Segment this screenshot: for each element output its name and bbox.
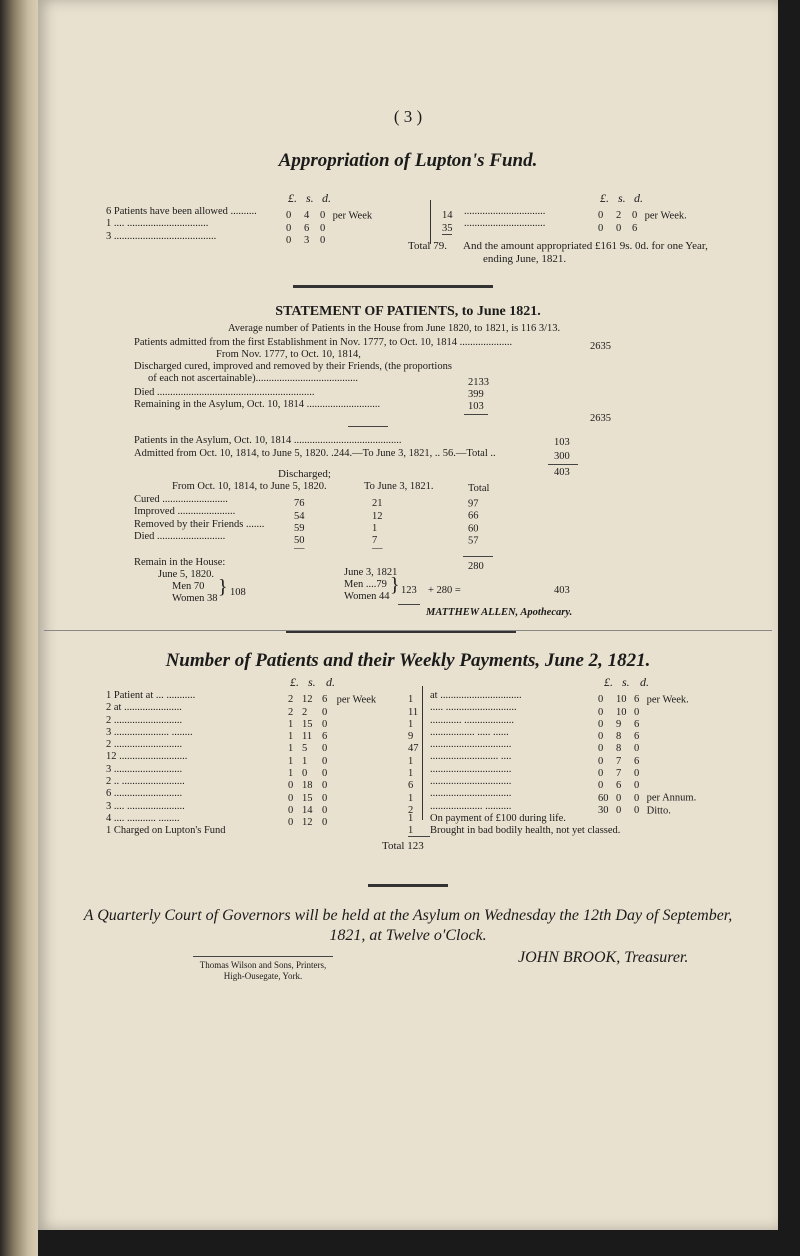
statement-died-val: 399 (468, 389, 484, 400)
payment-row: 1 Brought in bad bodily health, not yet classed. (408, 825, 621, 837)
pay-r-header-s: s. (622, 675, 630, 689)
fund-r-header-s: s. (618, 191, 626, 205)
total-rule (463, 556, 493, 557)
payment-row: 6 ............................... 0 6 0 (408, 776, 640, 792)
fund-r-header-l: £. (600, 191, 609, 205)
payment-row: 1 ............................... 60 0 0 per Annum. (408, 788, 697, 804)
fund-row: 6 Patients have been allowed .......... 0 4 0 per Week (106, 206, 373, 222)
fund-left-table (106, 206, 406, 246)
payments-title: Number of Patients and their Weekly Payments, June 2, 1821. (165, 650, 651, 671)
statement-each-val: 2133 (468, 377, 489, 388)
statement-from: From Nov. 1777, to Oct. 10, 1814, (216, 349, 361, 360)
printer: Thomas Wilson and Sons, Printers, (199, 960, 327, 970)
pay-header-d: d. (326, 675, 335, 689)
in-asylum: Patients in the Asylum, Oct. 10, 1814 ......................................... (134, 435, 402, 446)
period-2: To June 3, 1821. (364, 481, 434, 492)
page-number: ( 3 ) (393, 107, 423, 126)
payment-row: 2 .. ........................ 0 18 0 (106, 776, 328, 792)
printer-2: High-Ousegate, York. (223, 971, 303, 981)
fund-row: 3 ....................................... 0 3 0 (106, 230, 326, 246)
payments-left-table (106, 690, 416, 838)
brace-icon: } (218, 576, 228, 598)
statement-died: Died ............................................................ (134, 387, 315, 398)
remain-1-women: Women 38 (172, 593, 218, 604)
treasurer: JOHN BROOK, Treasurer. (518, 949, 689, 966)
fund-divider (430, 200, 431, 244)
statement-discharged: Discharged cured, improved and removed by their Friends, (the proportions (134, 361, 452, 372)
statement-sum: 2635 (590, 413, 611, 424)
payment-row: 12 .......................... 1 1 0 (106, 751, 328, 767)
remain-2-date: June 3, 1821 (344, 567, 398, 578)
fund-amount-2: ending June, 1821. (483, 253, 567, 265)
court-notice: A Quarterly Court of Governors will be held at the Asylum on Wednesday the 12th Day of September, (83, 907, 733, 924)
statement-remaining-val: 103 (468, 401, 484, 412)
payments-right-table (408, 690, 758, 838)
sum2-rule (548, 464, 578, 465)
section-rule (293, 285, 493, 288)
payment-row: 11 ..... ........................... 0 10 0 (408, 702, 640, 718)
statement-admitted: Patients admitted from the first Establishment in Nov. 1777, to Oct. 10, 1814 .................... (134, 337, 513, 348)
discharged-title: Discharged; (278, 468, 331, 480)
payment-row: 2 at ...................... 2 2 0 (106, 702, 328, 718)
fund-title: Appropriation of Lupton's Fund. (278, 150, 538, 171)
payment-row: 2 .......................... 1 5 0 (106, 739, 328, 755)
remain-2-total: 123 (401, 585, 417, 596)
fund-right-table (442, 206, 742, 234)
remain-1-total: 108 (230, 587, 246, 598)
payment-row: 1 Patient at ... ........... 2 12 6 per Week (106, 690, 377, 706)
statement-remaining: Remaining in the Asylum, Oct. 10, 1814 ............................ (134, 399, 381, 410)
remain-rule (398, 604, 420, 605)
pay-total-rule (408, 836, 430, 837)
statement-title: STATEMENT OF PATIENTS, to June 1821. (275, 304, 541, 319)
payment-row: 1 at ............................... 0 10 6 per Week. (408, 690, 689, 706)
payment-row: 3 .... ...................... 0 14 0 (106, 800, 328, 816)
statement-admitted-total: 2635 (590, 341, 611, 352)
remain-1-date: June 5, 1820. (158, 569, 214, 580)
discharged-row: Removed by their Friends ....... 59 1 60 (134, 518, 479, 534)
fund-total: Total 79. (408, 240, 447, 252)
section-rule (368, 884, 448, 887)
fund-row: 14 ............................... 0 2 0 per Week. (442, 206, 687, 222)
grand-total: 403 (554, 585, 570, 596)
fund-r-header-d: d. (634, 191, 643, 205)
discharged-row: Died .......................... 50 7 57 (134, 530, 479, 547)
fund-row: 35 ............................... 0 0 6 (442, 218, 638, 234)
statement-average: Average number of Patients in the House from June 1820, to 1821, is 116 3/13. (228, 323, 561, 334)
payment-row: 1 Charged on Lupton's Fund (106, 825, 226, 837)
discharged-dash-row: — — (294, 543, 383, 555)
brace-icon: } (390, 574, 400, 596)
sum-rule (464, 414, 488, 415)
payment-row: 2 .................... .......... 30 0 0 Ditto. (408, 800, 671, 816)
remain-title: Remain in the House: (134, 557, 226, 568)
sum2-val: 403 (554, 467, 570, 478)
pay-header-s: s. (308, 675, 316, 689)
payment-row: 2 .......................... 1 15 0 (106, 714, 328, 730)
statement-each: of each not ascertainable)....................................... (148, 373, 358, 384)
admitted-2: Admitted from Oct. 10, 1814, to June 5, 1820. .244.—To June 3, 1821, .. 56.—Total .. (134, 448, 496, 459)
payment-row: 1 ............ ................... 0 9 6 (408, 714, 640, 730)
remain-1-men: Men 70 (172, 581, 205, 592)
pay-header-l: £. (290, 675, 299, 689)
in-asylum-val: 103 (554, 437, 570, 448)
payment-row: 9 ................. ..... ...... 0 8 6 (408, 726, 640, 743)
fund-amount: And the amount appropriated £161 9s. 0d. for one Year, (463, 240, 708, 252)
fund-row: 1 .... ............................... 0 6 0 (106, 218, 326, 234)
payment-row: 3 .......................... 1 0 0 (106, 763, 328, 780)
pay-r-header-l: £. (604, 675, 613, 689)
payment-row: 6 .......................... 0 15 0 (106, 788, 328, 804)
remain-2-women: Women 44 (344, 591, 390, 602)
payment-row: 1 ............................... 0 7 0 (408, 763, 640, 780)
fund-total-rule (442, 234, 452, 235)
payment-row: 4 .... ........... ........ 0 12 0 (106, 812, 328, 829)
printer-rule (193, 956, 333, 957)
plus-280: + 280 = (428, 585, 461, 596)
payment-row: 47 ............................... 0 8 0 (408, 739, 640, 755)
book-binding (0, 0, 38, 1256)
payment-row: 3 ..................... ........ 1 11 6 (106, 726, 328, 743)
discharged-row: Improved ...................... 54 12 66 (134, 506, 479, 522)
payments-total: Total 123 (382, 840, 424, 852)
pay-r-header-d: d. (640, 675, 649, 689)
payment-row: 1 On payment of £100 during life. (408, 812, 566, 824)
total-head: Total (468, 483, 490, 494)
fund-header-d: d. (322, 191, 331, 205)
apothecary-signature: MATTHEW ALLEN, Apothecary. (426, 607, 573, 618)
discharged-row: Cured ......................... 76 21 97 (134, 494, 479, 510)
period-1: From Oct. 10, 1814, to June 5, 1820. (172, 481, 327, 492)
fund-header-s: s. (306, 191, 314, 205)
fund-header-l: £. (288, 191, 297, 205)
remain-2-men: Men ....79 (344, 579, 387, 590)
admitted-2-val: 300 (554, 451, 570, 462)
discharged-table (134, 494, 534, 555)
fold-line (44, 630, 772, 631)
rows-total: 280 (468, 561, 484, 572)
payment-row: 1 .......................... .... 0 7 6 (408, 751, 640, 767)
statement-rule (348, 426, 388, 427)
court-notice-2: 1821, at Twelve o'Clock. (329, 927, 487, 944)
document-page (38, 0, 778, 1230)
